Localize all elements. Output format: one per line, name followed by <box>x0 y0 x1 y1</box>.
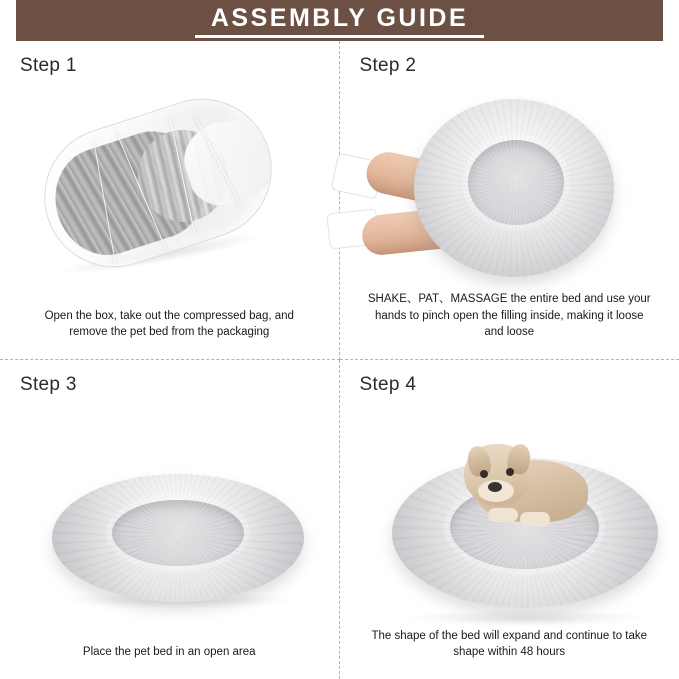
bed-inner-hole <box>468 140 564 225</box>
guide-header <box>0 0 679 41</box>
donut-bed <box>392 458 658 608</box>
dog-ear-left <box>465 444 493 478</box>
dog-head <box>464 444 530 506</box>
dog-eye-left <box>480 470 488 478</box>
bed-outer-ring <box>414 99 614 277</box>
donut-bed <box>52 474 304 602</box>
step-1-caption: Open the box, take out the compressed bag, and remove the pet bed from the packaging <box>44 309 294 339</box>
dog-paw <box>488 508 518 522</box>
step-4-caption: The shape of the bed will expand and continue to take shape within 48 hours <box>371 629 648 659</box>
step-2-caption: SHAKE、PAT、MASSAGE the entire bed and use your hands to pinch open the filling inside, making it loose and loose <box>367 292 651 339</box>
step-card-3 <box>0 360 340 679</box>
dog <box>458 432 588 536</box>
step-card-4 <box>340 360 679 679</box>
step-3-caption: Place the pet bed in an open area <box>82 646 256 659</box>
dog-eye-right <box>506 468 514 476</box>
dog-paw <box>520 512 550 526</box>
step-4-illustration <box>354 396 666 628</box>
steps-grid <box>0 41 679 679</box>
bed-outer-ring <box>52 474 304 602</box>
step-card-2 <box>340 41 679 360</box>
step-card-1 <box>0 41 340 360</box>
bed-shadow <box>406 610 646 626</box>
header-left-margin <box>0 0 16 41</box>
dog-nose <box>488 482 502 492</box>
step-1-illustration <box>14 77 325 308</box>
step-3-label: Step 3 <box>20 374 77 395</box>
donut-bed <box>414 99 614 277</box>
bed-inner-hole <box>112 500 243 567</box>
compressed-bag <box>26 81 290 286</box>
step-4-label: Step 4 <box>359 374 417 395</box>
step-1-label: Step 1 <box>20 55 77 76</box>
plastic-wrap <box>26 81 290 286</box>
page-title: ASSEMBLY GUIDE <box>195 3 484 38</box>
step-2-illustration <box>354 77 666 291</box>
step-3-illustration <box>14 396 325 644</box>
header-right-margin <box>663 0 679 41</box>
step-2-label: Step 2 <box>359 55 417 76</box>
